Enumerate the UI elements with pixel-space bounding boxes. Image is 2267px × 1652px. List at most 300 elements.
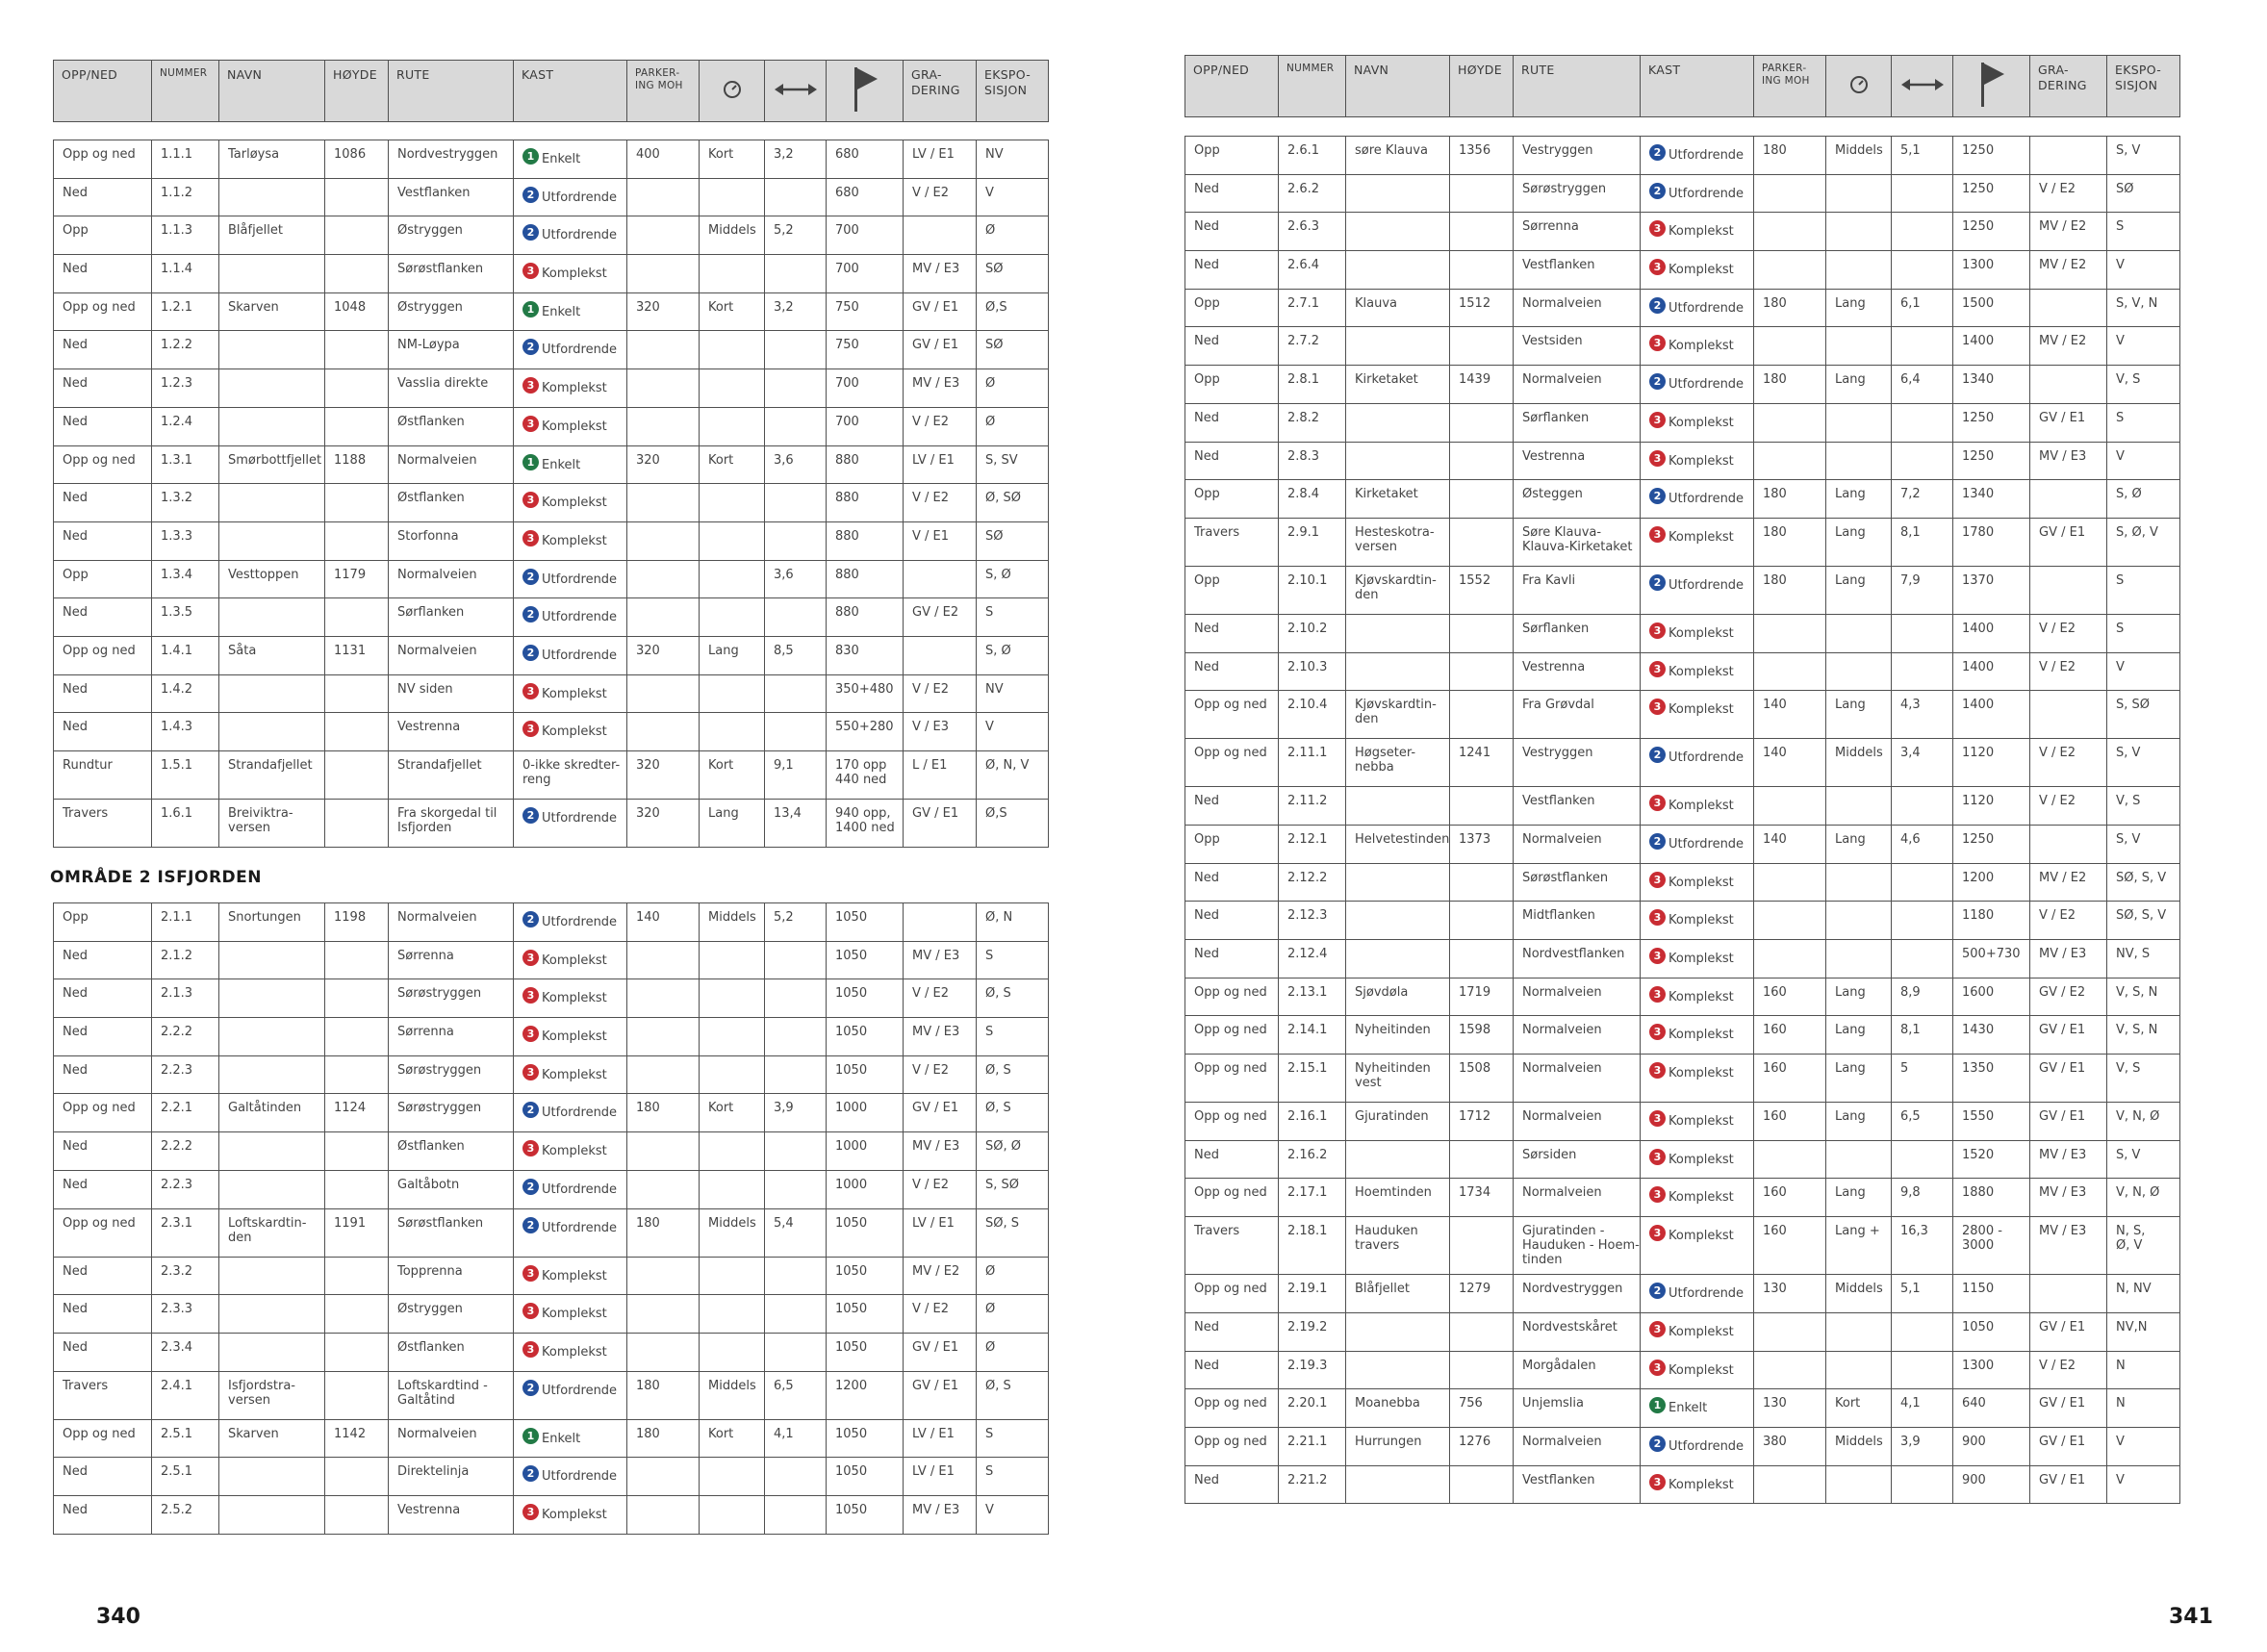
col-hoyde: HØYDE: [1450, 56, 1514, 117]
difficulty-label: Utfordrende: [542, 1182, 618, 1197]
cell-gradering: MV / E2: [2030, 863, 2107, 902]
cell-eksposisjon: V, S: [2107, 787, 2180, 826]
cell-hoydemeter: 1340: [1953, 366, 2030, 404]
cell-lengde: Middels: [1826, 137, 1892, 175]
cell-hoyde: [1450, 787, 1514, 826]
cell-lengde: [1826, 863, 1892, 902]
cell-gradering: V / E2: [2030, 614, 2107, 652]
difficulty-badge: 3: [522, 377, 539, 394]
cell-nummer: 1.1.4: [152, 255, 219, 293]
cell-nummer: 2.18.1: [1279, 1217, 1346, 1275]
cell-gradering: GV / E1: [904, 1333, 977, 1371]
cell-lengde: [700, 1132, 765, 1171]
cell-hoyde: [1450, 1140, 1514, 1179]
cell-parkering: 180: [627, 1208, 700, 1257]
difficulty-label: Utfordrende: [542, 190, 618, 205]
cell-navn: Helvetestinden: [1346, 825, 1450, 863]
cell-lengde: Kort: [700, 1419, 765, 1458]
cell-hoydemeter: 880: [827, 521, 904, 560]
cell-hoydemeter: 1600: [1953, 978, 2030, 1016]
cell-eksposisjon: S, V: [2107, 825, 2180, 863]
cell-gradering: V / E2: [904, 1295, 977, 1334]
difficulty-label: Utfordrende: [542, 1383, 618, 1398]
cell-hoyde: 1439: [1450, 366, 1514, 404]
cell-lengde: Kort: [700, 751, 765, 800]
cell-eksposisjon: S: [2107, 213, 2180, 251]
cell-nummer: 1.4.3: [152, 713, 219, 751]
cell-gradering: V / E2: [2030, 1351, 2107, 1389]
table-row: [1185, 940, 2180, 978]
cell-parkering: [627, 521, 700, 560]
cell-rute: Vestryggen: [1514, 739, 1641, 787]
cell-navn: [1346, 1140, 1450, 1179]
cell-avstand: 3,9: [765, 1094, 827, 1132]
cell-gradering: V / E2: [904, 1055, 977, 1094]
cell-eksposisjon: NV, S: [2107, 940, 2180, 978]
difficulty-label: Komplekst: [1668, 913, 1734, 928]
cell-nummer: 2.19.1: [1279, 1275, 1346, 1313]
cell-kast: [514, 1094, 627, 1132]
cell-navn: [1346, 213, 1450, 251]
cell-hoydemeter: 880: [827, 484, 904, 522]
cell-rute: Normalveien: [1514, 825, 1641, 863]
cell-opp-ned: Ned: [1185, 940, 1279, 978]
cell-hoydemeter: 700: [827, 407, 904, 445]
difficulty-badge: 3: [1649, 450, 1666, 467]
difficulty-label: Utfordrende: [542, 1469, 618, 1485]
cell-gradering: V / E2: [904, 674, 977, 713]
cell-hoydemeter: 900: [1953, 1465, 2030, 1504]
cell-eksposisjon: Ø: [977, 369, 1049, 408]
cell-eksposisjon: NV,N: [2107, 1312, 2180, 1351]
cell-gradering: [904, 216, 977, 255]
table-row: [54, 216, 1049, 255]
cell-parkering: [1754, 213, 1826, 251]
cell-nummer: 2.3.2: [152, 1257, 219, 1295]
table-row: [1185, 442, 2180, 480]
cell-navn: [219, 1055, 325, 1094]
difficulty-label: Komplekst: [542, 419, 607, 434]
cell-rute: Sørøstryggen: [389, 1094, 514, 1132]
cell-rute: Galtåbotn: [389, 1170, 514, 1208]
table-row: [54, 1094, 1049, 1132]
cell-avstand: [1892, 1465, 1953, 1504]
cell-gradering: [2030, 566, 2107, 614]
difficulty-badge: 2: [1649, 1436, 1666, 1452]
cell-hoydemeter: 1400: [1953, 327, 2030, 366]
cell-hoyde: [325, 1333, 389, 1371]
difficulty-badge: 1: [1649, 1397, 1666, 1413]
cell-opp-ned: Ned: [1185, 614, 1279, 652]
cell-hoyde: [1450, 1312, 1514, 1351]
cell-opp-ned: Ned: [54, 1018, 152, 1056]
cell-nummer: 2.2.2: [152, 1018, 219, 1056]
cell-navn: [219, 1018, 325, 1056]
cell-rute: Topprenna: [389, 1257, 514, 1295]
difficulty-badge: 3: [1649, 909, 1666, 926]
cell-hoyde: 1188: [325, 445, 389, 484]
cell-avstand: [1892, 652, 1953, 691]
difficulty-label: Komplekst: [1668, 415, 1734, 430]
cell-navn: Snortungen: [219, 903, 325, 942]
difficulty-label: Komplekst: [1668, 1477, 1734, 1492]
cell-lengde: Middels: [1826, 1427, 1892, 1465]
difficulty-label: Utfordrende: [1668, 1438, 1745, 1454]
cell-opp-ned: Ned: [54, 979, 152, 1018]
cell-parkering: [627, 216, 700, 255]
cell-kast: [1641, 480, 1754, 519]
cell-nummer: 2.21.2: [1279, 1465, 1346, 1504]
cell-hoydemeter: 1370: [1953, 566, 2030, 614]
difficulty-label: Komplekst: [1668, 625, 1734, 641]
cell-gradering: MV / E3: [2030, 442, 2107, 480]
difficulty-badge: 2: [1649, 297, 1666, 314]
cell-avstand: 7,2: [1892, 480, 1953, 519]
cell-parkering: [1754, 940, 1826, 978]
cell-avstand: 5,4: [765, 1208, 827, 1257]
cell-hoydemeter: 1350: [1953, 1055, 2030, 1103]
cell-lengde: [1826, 327, 1892, 366]
difficulty-badge: 3: [1649, 795, 1666, 811]
difficulty-label: Enkelt: [542, 1431, 581, 1446]
cell-opp-ned: Ned: [1185, 213, 1279, 251]
difficulty-badge: 2: [522, 911, 539, 928]
cell-gradering: LV / E1: [904, 1208, 977, 1257]
double-arrow-icon: [1892, 56, 1953, 117]
cell-parkering: [1754, 1312, 1826, 1351]
table-row: [1185, 1312, 2180, 1351]
cell-eksposisjon: V: [977, 713, 1049, 751]
cell-avstand: [1892, 787, 1953, 826]
cell-parkering: [627, 674, 700, 713]
cell-avstand: 5,1: [1892, 137, 1953, 175]
cell-gradering: GV / E1: [2030, 1016, 2107, 1055]
table-row: [54, 560, 1049, 598]
cell-gradering: GV / E2: [2030, 978, 2107, 1016]
table-row: [1185, 1179, 2180, 1217]
cell-eksposisjon: SØ, Ø: [977, 1132, 1049, 1171]
cell-kast: [1641, 289, 1754, 327]
cell-lengde: Lang: [700, 800, 765, 848]
cell-navn: Sjøvdøla: [1346, 978, 1450, 1016]
difficulty-badge: 3: [522, 492, 539, 508]
table-row: [1185, 1055, 2180, 1103]
cell-lengde: [1826, 787, 1892, 826]
difficulty-label: Utfordrende: [1668, 836, 1745, 851]
cell-avstand: 3,2: [765, 292, 827, 331]
cell-hoydemeter: 900: [1953, 1427, 2030, 1465]
difficulty-label: Enkelt: [542, 304, 581, 319]
cell-rute: Nordvestryggen: [1514, 1275, 1641, 1313]
difficulty-badge: 1: [522, 454, 539, 470]
cell-opp-ned: Opp og ned: [1185, 1179, 1279, 1217]
cell-eksposisjon: Ø: [977, 216, 1049, 255]
cell-nummer: 1.3.2: [152, 484, 219, 522]
cell-eksposisjon: V, S: [2107, 1055, 2180, 1103]
cell-rute: Normalveien: [1514, 1179, 1641, 1217]
cell-nummer: 2.13.1: [1279, 978, 1346, 1016]
cell-opp-ned: Ned: [54, 1333, 152, 1371]
cell-hoydemeter: 1000: [827, 1132, 904, 1171]
cell-nummer: 2.12.3: [1279, 902, 1346, 940]
cell-navn: [219, 1458, 325, 1496]
cell-avstand: 5,2: [765, 216, 827, 255]
difficulty-badge: 3: [1649, 1110, 1666, 1127]
cell-kast: [1641, 1389, 1754, 1428]
cell-lengde: [700, 484, 765, 522]
cell-rute: Vestrenna: [389, 1495, 514, 1534]
cell-gradering: [904, 903, 977, 942]
cell-rute: Nordvestryggen: [389, 140, 514, 179]
cell-hoyde: [325, 598, 389, 637]
cell-lengde: Lang: [1826, 1103, 1892, 1141]
cell-eksposisjon: Ø: [977, 407, 1049, 445]
difficulty-badge: 2: [1649, 574, 1666, 591]
difficulty-badge: 3: [1649, 1149, 1666, 1165]
cell-eksposisjon: Ø: [977, 1257, 1049, 1295]
cell-hoydemeter: 880: [827, 445, 904, 484]
cell-opp-ned: Travers: [1185, 1217, 1279, 1275]
cell-nummer: 2.16.1: [1279, 1103, 1346, 1141]
cell-parkering: [1754, 1465, 1826, 1504]
table-row: [54, 1257, 1049, 1295]
difficulty-badge: 3: [1649, 699, 1666, 715]
cell-parkering: 130: [1754, 1389, 1826, 1428]
col-parkering: PARKER- ING MOH: [1754, 56, 1826, 117]
cell-lengde: Lang: [1826, 1055, 1892, 1103]
cell-hoydemeter: 500+730: [1953, 940, 2030, 978]
table-row: [54, 521, 1049, 560]
cell-nummer: 2.15.1: [1279, 1055, 1346, 1103]
cell-navn: [219, 178, 325, 216]
table-row: [54, 445, 1049, 484]
table-row: [54, 407, 1049, 445]
cell-parkering: 180: [1754, 366, 1826, 404]
cell-opp-ned: Opp og ned: [1185, 691, 1279, 739]
difficulty-label: Utfordrende: [542, 811, 618, 826]
difficulty-label: Enkelt: [542, 152, 581, 166]
difficulty-badge: 2: [522, 224, 539, 241]
cell-nummer: 1.2.2: [152, 331, 219, 369]
cell-avstand: 4,1: [765, 1419, 827, 1458]
cell-hoyde: [325, 1295, 389, 1334]
cell-gradering: V / E2: [2030, 739, 2107, 787]
cell-avstand: [1892, 251, 1953, 290]
difficulty-label: Komplekst: [1668, 799, 1734, 814]
table-row: [1185, 614, 2180, 652]
cell-lengde: [700, 1295, 765, 1334]
difficulty-badge: 1: [522, 1428, 539, 1444]
difficulty-label: Komplekst: [1668, 989, 1734, 1004]
cell-parkering: [627, 1132, 700, 1171]
cell-rute: Østflanken: [389, 1132, 514, 1171]
difficulty-label: Komplekst: [1668, 1190, 1734, 1206]
cell-nummer: 2.2.3: [152, 1055, 219, 1094]
difficulty-label: Komplekst: [542, 991, 607, 1006]
difficulty-label: Komplekst: [1668, 1028, 1734, 1043]
cell-opp-ned: Travers: [54, 1371, 152, 1419]
cell-hoyde: 1124: [325, 1094, 389, 1132]
cell-rute: Nordvestflanken: [1514, 940, 1641, 978]
cell-hoydemeter: 1250: [1953, 442, 2030, 480]
cell-hoyde: 1179: [325, 560, 389, 598]
col-gradering: GRA- DERING: [2030, 56, 2107, 117]
cell-nummer: 2.19.3: [1279, 1351, 1346, 1389]
cell-opp-ned: Opp: [1185, 137, 1279, 175]
cell-lengde: [1826, 1140, 1892, 1179]
difficulty-label: Komplekst: [1668, 702, 1734, 718]
cell-lengde: [1826, 1351, 1892, 1389]
col-rute: RUTE: [1514, 56, 1641, 117]
cell-nummer: 1.2.1: [152, 292, 219, 331]
cell-lengde: Kort: [700, 140, 765, 179]
difficulty-badge: 3: [522, 263, 539, 279]
cell-gradering: [904, 636, 977, 674]
cell-parkering: 160: [1754, 1217, 1826, 1275]
cell-opp-ned: Travers: [1185, 518, 1279, 566]
cell-avstand: 5: [1892, 1055, 1953, 1103]
cell-hoyde: 1276: [1450, 1427, 1514, 1465]
cell-navn: [219, 1170, 325, 1208]
cell-nummer: 2.8.3: [1279, 442, 1346, 480]
cell-avstand: 6,1: [1892, 289, 1953, 327]
cell-parkering: [627, 941, 700, 979]
cell-parkering: [627, 1295, 700, 1334]
cell-kast: [1641, 137, 1754, 175]
cell-kast: [514, 1055, 627, 1094]
cell-hoydemeter: 1050: [827, 1018, 904, 1056]
cell-avstand: [765, 1333, 827, 1371]
cell-parkering: [627, 484, 700, 522]
cell-gradering: GV / E1: [904, 1371, 977, 1419]
cell-hoydemeter: 640: [1953, 1389, 2030, 1428]
cell-parkering: [627, 331, 700, 369]
difficulty-badge: 3: [522, 1341, 539, 1358]
cell-parkering: [1754, 652, 1826, 691]
cell-kast: [1641, 1351, 1754, 1389]
cell-rute: Vestflanken: [1514, 251, 1641, 290]
cell-kast: [514, 560, 627, 598]
cell-hoyde: [1450, 614, 1514, 652]
cell-hoydemeter: 700: [827, 216, 904, 255]
cell-parkering: [1754, 251, 1826, 290]
cell-opp-ned: Opp og ned: [1185, 1427, 1279, 1465]
cell-rute: NM-Løypa: [389, 331, 514, 369]
cell-kast: [1641, 652, 1754, 691]
cell-kast: [1641, 174, 1754, 213]
cell-kast: [1641, 1179, 1754, 1217]
cell-gradering: V / E1: [904, 521, 977, 560]
cell-navn: [1346, 174, 1450, 213]
table-row: [54, 1170, 1049, 1208]
cell-hoydemeter: 1250: [1953, 825, 2030, 863]
cell-navn: Gjuratinden: [1346, 1103, 1450, 1141]
cell-lengde: [1826, 213, 1892, 251]
col-nummer: NUMMER: [152, 61, 219, 122]
difficulty-badge: 3: [1649, 1360, 1666, 1376]
cell-avstand: 8,1: [1892, 518, 1953, 566]
cell-navn: [1346, 614, 1450, 652]
cell-parkering: 180: [1754, 480, 1826, 519]
cell-navn: Loftskardtin- den: [219, 1208, 325, 1257]
cell-hoydemeter: 1050: [827, 903, 904, 942]
cell-nummer: 2.21.1: [1279, 1427, 1346, 1465]
cell-eksposisjon: V: [2107, 652, 2180, 691]
cell-parkering: [627, 1333, 700, 1371]
cell-navn: Hurrungen: [1346, 1427, 1450, 1465]
cell-opp-ned: Opp og ned: [54, 1094, 152, 1132]
difficulty-label: Komplekst: [1668, 1229, 1734, 1244]
difficulty-label: Komplekst: [1668, 1114, 1734, 1130]
cell-opp-ned: Ned: [1185, 174, 1279, 213]
cell-opp-ned: Ned: [1185, 1140, 1279, 1179]
cell-parkering: [1754, 1351, 1826, 1389]
cell-gradering: GV / E1: [2030, 518, 2107, 566]
cell-navn: [1346, 1351, 1450, 1389]
cell-nummer: 2.19.2: [1279, 1312, 1346, 1351]
cell-avstand: [1892, 863, 1953, 902]
cell-rute: Vestflanken: [1514, 787, 1641, 826]
cell-parkering: [627, 598, 700, 637]
cell-eksposisjon: Ø, S: [977, 1055, 1049, 1094]
difficulty-label: Utfordrende: [542, 610, 618, 625]
cell-kast: [1641, 518, 1754, 566]
table-row: [54, 1132, 1049, 1171]
difficulty-label: Komplekst: [542, 1029, 607, 1045]
cell-kast: [514, 178, 627, 216]
cell-lengde: Middels: [1826, 739, 1892, 787]
cell-gradering: V / E2: [2030, 902, 2107, 940]
cell-avstand: 9,1: [765, 751, 827, 800]
cell-nummer: 2.5.1: [152, 1458, 219, 1496]
cell-nummer: 1.6.1: [152, 800, 219, 848]
difficulty-label: Komplekst: [1668, 1362, 1734, 1378]
cell-rute: Normalveien: [1514, 1016, 1641, 1055]
cell-opp-ned: Ned: [54, 369, 152, 408]
cell-hoyde: [1450, 1217, 1514, 1275]
cell-eksposisjon: V: [977, 178, 1049, 216]
cell-navn: Kjøvskardtin- den: [1346, 691, 1450, 739]
cell-rute: Østflanken: [389, 1333, 514, 1371]
cell-gradering: [2030, 691, 2107, 739]
difficulty-badge: 2: [1649, 488, 1666, 504]
cell-gradering: V / E2: [2030, 652, 2107, 691]
cell-nummer: 2.10.4: [1279, 691, 1346, 739]
cell-hoyde: 1241: [1450, 739, 1514, 787]
cell-kast: [1641, 940, 1754, 978]
cell-parkering: [1754, 403, 1826, 442]
cell-navn: Kjøvskardtin- den: [1346, 566, 1450, 614]
cell-navn: Hoemtinden: [1346, 1179, 1450, 1217]
cell-navn: [219, 1495, 325, 1534]
table-row: [1185, 137, 2180, 175]
difficulty-label: Utfordrende: [1668, 186, 1745, 201]
cell-nummer: 2.1.3: [152, 979, 219, 1018]
cell-lengde: Kort: [700, 445, 765, 484]
cell-rute: Vestryggen: [1514, 137, 1641, 175]
cell-parkering: 180: [1754, 566, 1826, 614]
table-row: [1185, 1351, 2180, 1389]
cell-eksposisjon: Ø,S: [977, 292, 1049, 331]
table-row: [54, 674, 1049, 713]
cell-gradering: MV / E3: [2030, 1179, 2107, 1217]
cell-gradering: MV / E2: [2030, 327, 2107, 366]
cell-lengde: [1826, 1312, 1892, 1351]
cell-hoyde: 1048: [325, 292, 389, 331]
cell-avstand: [1892, 174, 1953, 213]
cell-nummer: 2.14.1: [1279, 1016, 1346, 1055]
difficulty-label: Utfordrende: [542, 572, 618, 587]
